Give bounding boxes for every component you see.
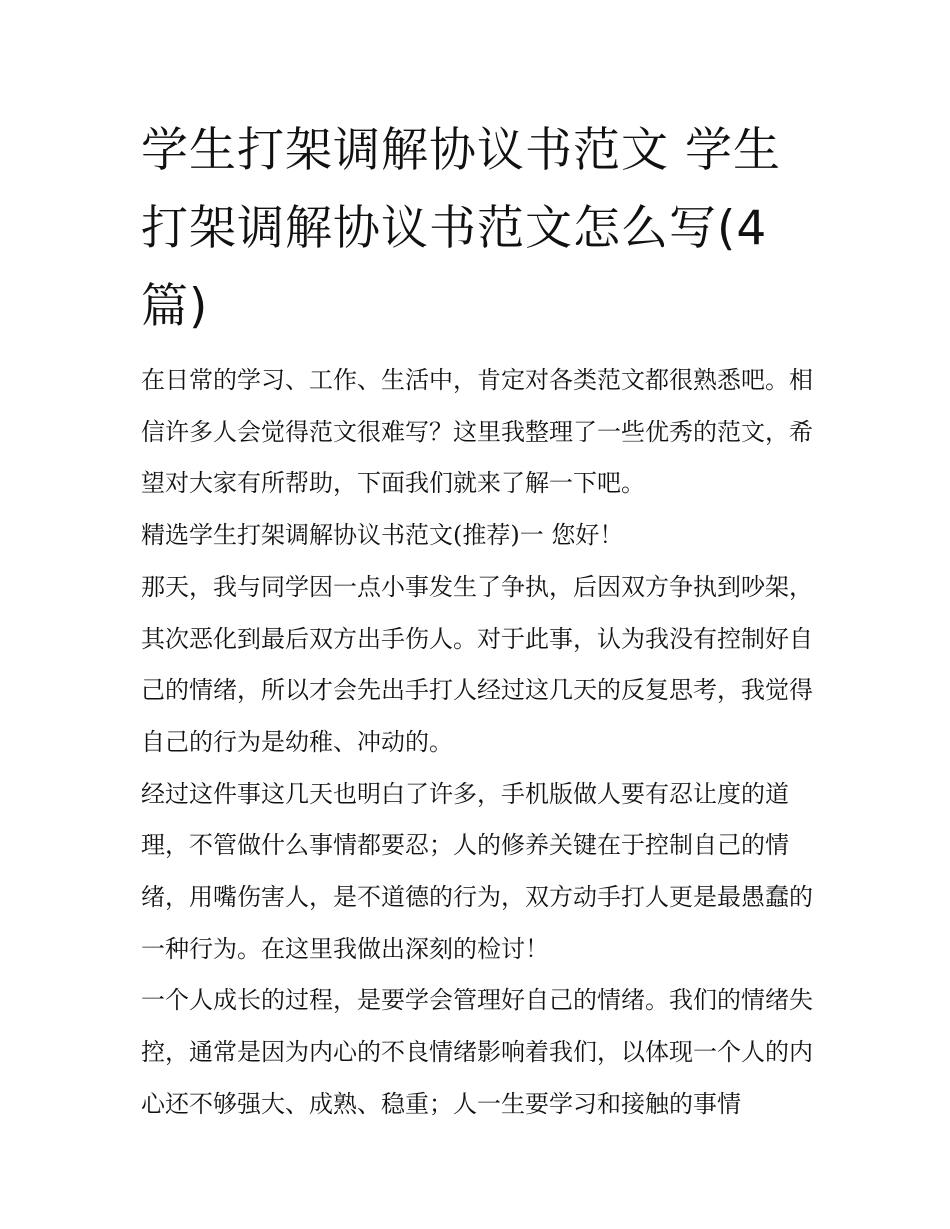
paragraph-incident: 那天，我与同学因一点小事发生了争执，后因双方争执到吵架，其次恶化到最后双方出手伤人。对于此事，认为我没有控制好自己的情绪，所以才会先出手打人经过这几天的反复思考，我觉得自己的行为是幼稚、冲动的。 bbox=[141, 572, 813, 756]
document-title: 学生打架调解协议书范文 学生打架调解协议书范文怎么写(4篇) bbox=[141, 123, 781, 334]
paragraph-section-heading: 精选学生打架调解协议书范文(推荐)一 您好！ bbox=[141, 521, 624, 550]
paragraph-reflection: 经过这件事这几天也明白了许多，手机版做人要有忍让度的道理，不管做什么事情都要忍；人的修养关键在于控制自己的情绪，用嘴伤害人，是不道德的行为，双方动手打人更是最愚蠢的一种行为。在这里我做出深刻的检讨！ bbox=[141, 779, 813, 963]
document-body bbox=[141, 355, 813, 1131]
paragraph-intro: 在日常的学习、工作、生活中，肯定对各类范文都很熟悉吧。相信许多人会觉得范文很难写？这里我整理了一些优秀的范文，希望对大家有所帮助，下面我们就来了解一下吧。 bbox=[141, 366, 813, 498]
paragraph-growth: 一个人成长的过程，是要学会管理好自己的情绪。我们的情绪失控，通常是因为内心的不良情绪影响着我们，以体现一个人的内心还不够强大、成熟、稳重；人一生要学习和接触的事情 bbox=[141, 986, 813, 1118]
